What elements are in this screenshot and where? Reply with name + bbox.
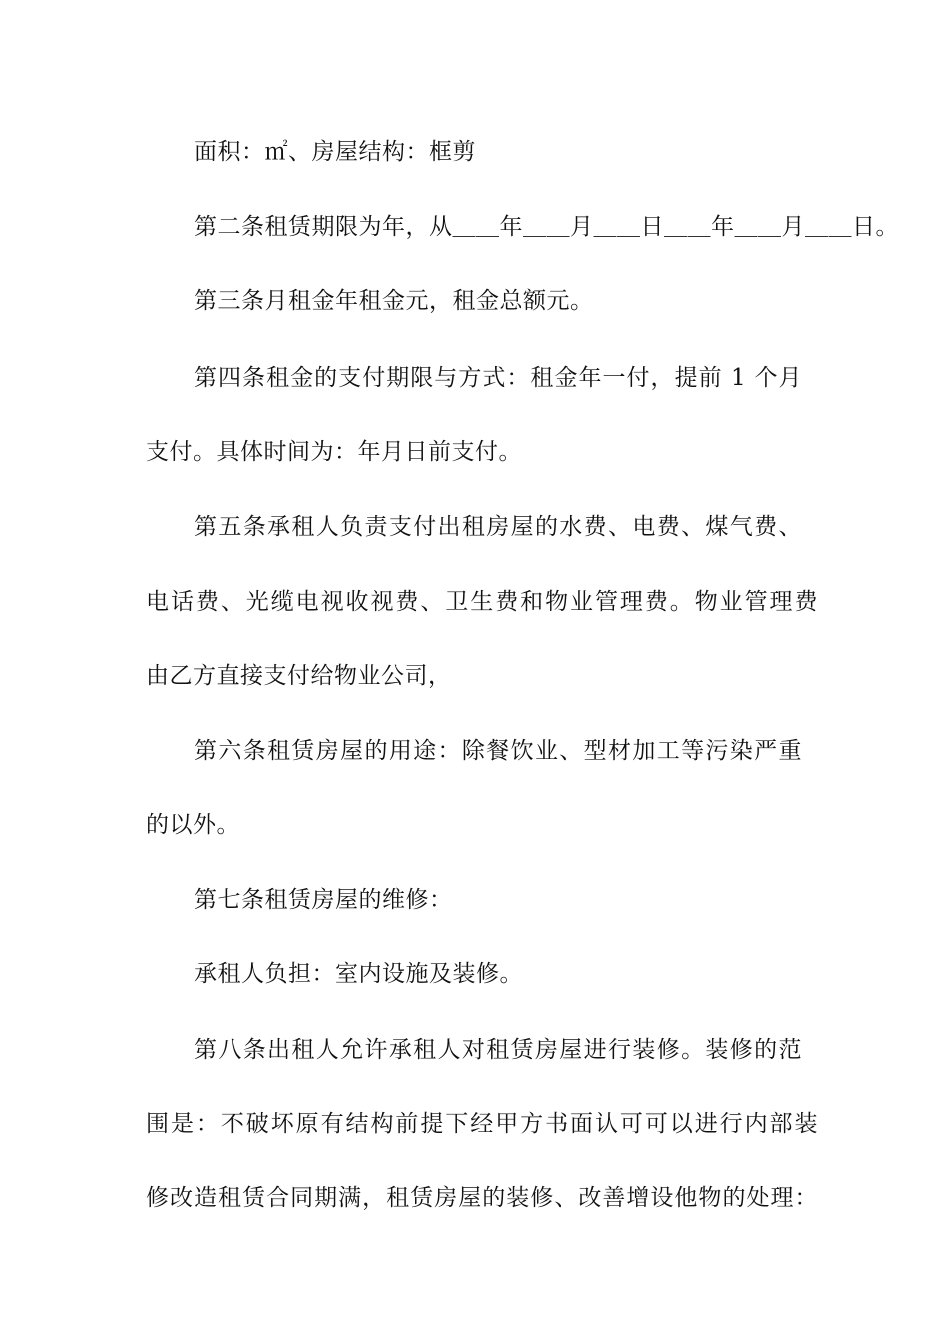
text-line-article-6: 第六条租赁房屋的用途：除餐饮业、型材加工等污染严重 xyxy=(194,738,802,764)
text-line-article-3: 第三条月租金年租金元，租金总额元。 xyxy=(194,288,594,314)
text-line-article-5-cont1: 电话费、光缆电视收视费、卫生费和物业管理费。物业管理费 xyxy=(146,589,818,615)
text-line-article-7: 第七条租赁房屋的维修： xyxy=(194,887,453,913)
text-line-article-7-cont: 承租人负担：室内设施及装修。 xyxy=(194,961,523,987)
text-line-article-5: 第五条承租人负责支付出租房屋的水费、电费、煤气费、 xyxy=(194,514,802,540)
text-line-article-4-cont: 支付。具体时间为：年月日前支付。 xyxy=(146,439,522,465)
text-line-article-8: 第八条出租人允许承租人对租赁房屋进行装修。装修的范 xyxy=(194,1037,802,1063)
text-line-area: 面积：㎡、房屋结构：框剪 xyxy=(194,139,476,165)
text-line-article-5-cont2: 由乙方直接支付给物业公司， xyxy=(146,663,452,689)
text-line-article-8-cont2: 修改造租赁合同期满，租赁房屋的装修、改善增设他物的处理： xyxy=(146,1185,818,1211)
text-line-article-4: 第四条租金的支付期限与方式：租金年一付，提前 1 个月 xyxy=(194,365,802,391)
text-line-article-8-cont1: 围是：不破坏原有结构前提下经甲方书面认可可以进行内部装 xyxy=(146,1111,818,1137)
text-line-article-2: 第二条租赁期限为年，从＿＿年＿＿月＿＿日＿＿年＿＿月＿＿日。 xyxy=(194,214,899,240)
text-line-article-6-cont: 的以外。 xyxy=(146,812,240,838)
